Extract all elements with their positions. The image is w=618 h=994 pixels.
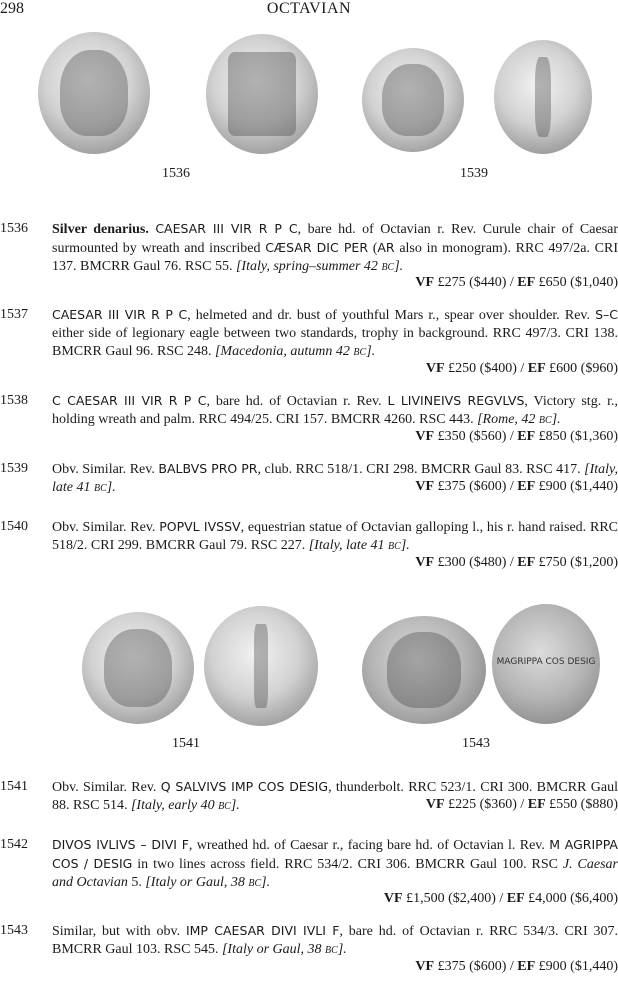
rsc-reference: J. Caesar and Octavian xyxy=(52,857,618,890)
coin-1536-reverse-image xyxy=(206,34,318,154)
place-date-close: ]. xyxy=(261,875,271,890)
description-text: , thunderbolt. RRC 523/1. CRI 300. BMCRR Gaul 88. RSC 514. xyxy=(52,780,618,813)
place-date: [Italy, early 40 xyxy=(130,798,219,813)
reverse-inscription: Q SALVIVS IMP COS DESIG xyxy=(160,779,329,794)
vf-price: £1,500 ($2,400) xyxy=(406,891,496,906)
place-date: [Rome, 42 xyxy=(477,412,539,427)
plate-caption-1539: 1539 xyxy=(460,166,488,181)
price-separator: / xyxy=(506,555,518,570)
description-text: , equestrian statue of Octavian galloping l., his r. hand raised. RRC 518/2. CRI 299. BMCRR Gaul 79. RSC 227. xyxy=(52,520,618,553)
entry-description xyxy=(52,306,618,361)
plate-caption-1543: 1543 xyxy=(462,736,490,751)
description-text: , Victory stg. r., holding wreath and palm. RRC 494/25. CRI 157. BMCRR 4260. RSC 443. xyxy=(52,394,618,427)
era: bc xyxy=(94,480,107,495)
price-separator: / xyxy=(516,797,528,812)
reverse-inscription: CÆSAR DIC PER xyxy=(265,240,369,255)
description-text: , bare hd. of Octavian r. RRC 534/3. CRI 307. BMCRR Gaul 103. RSC 545. xyxy=(52,924,618,957)
reverse-inscription: BALBVS PRO PR xyxy=(158,461,258,476)
price-line xyxy=(426,796,618,814)
entry-number: 1541 xyxy=(0,779,28,794)
entry-description xyxy=(52,392,618,429)
vf-price: £350 ($560) xyxy=(437,429,507,444)
ef-label: EF xyxy=(517,429,536,444)
description-text: also in monogram). RRC 497/2a. CRI 137. BMCRR Gaul 76. RSC 55. xyxy=(52,241,618,274)
ef-label: EF xyxy=(506,891,525,906)
catalogue-entry-1543 xyxy=(0,922,618,978)
ef-label: EF xyxy=(527,361,546,376)
coin-1541-obverse-image xyxy=(82,612,194,724)
era: bc xyxy=(325,942,338,957)
reverse-inscription: POPVL IVSSV xyxy=(159,519,241,534)
price-separator: / xyxy=(506,959,518,974)
ef-price: £750 ($1,200) xyxy=(538,555,618,570)
vf-label: VF xyxy=(415,275,435,290)
running-head: OCTAVIAN xyxy=(266,0,352,17)
page-number: 298 xyxy=(0,0,24,17)
entry-number: 1542 xyxy=(0,837,28,852)
description-text: , club. RRC 518/1. CRI 298. BMCRR Gaul 83. RSC 417. xyxy=(257,462,585,477)
coin-1541-reverse-image xyxy=(204,606,318,726)
description-text: either side of legionary eagle between two standards, trophy in background. RRC 497/3. CRI 138. BMCRR Gaul 96. RSC 248. xyxy=(52,326,618,359)
coin-1539-obverse-image xyxy=(362,48,464,152)
description-text: Obv. Similar. Rev. xyxy=(52,462,159,477)
place-date-close: ]. xyxy=(337,942,347,957)
vf-label: VF xyxy=(415,555,435,570)
description-text: in two lines across field. RRC 534/2. CRI 306. BMCRR Gaul 100. RSC xyxy=(132,857,563,872)
entry-number: 1537 xyxy=(0,307,28,322)
catalogue-entry-1539 xyxy=(0,460,618,496)
vf-price: £250 ($400) xyxy=(448,361,517,376)
description-text: ( xyxy=(368,241,378,256)
plate-caption-1541: 1541 xyxy=(172,736,200,751)
obverse-inscription: C CAESAR III VIR R P C xyxy=(52,393,207,408)
catalogue-entry-1537 xyxy=(0,306,618,376)
reverse-inscription: S–C xyxy=(595,307,618,322)
era: bc xyxy=(248,875,262,890)
price-line xyxy=(415,428,618,446)
place-date: [Italy, late 41 xyxy=(52,462,618,495)
obverse-inscription: CAESAR III VIR R P C xyxy=(52,307,188,322)
entry-description xyxy=(52,518,618,555)
place-date: [Italy or Gaul, 38 xyxy=(221,942,326,957)
entry-description xyxy=(52,220,618,276)
obverse-inscription: CAESAR III VIR R P C xyxy=(155,221,298,236)
ef-label: EF xyxy=(527,797,546,812)
place-date-close: ]. xyxy=(400,538,410,553)
place-date-close: ]. xyxy=(366,344,376,359)
ef-price: £650 ($1,040) xyxy=(538,275,618,290)
ef-label: EF xyxy=(517,275,536,290)
price-line xyxy=(415,274,618,292)
place-date-close: ]. xyxy=(551,412,561,427)
obverse-inscription: IMP CAESAR DIVI IVLI F xyxy=(185,923,340,938)
vf-label: VF xyxy=(415,429,435,444)
price-separator: / xyxy=(516,361,528,376)
entry-number: 1538 xyxy=(0,393,28,408)
era: bc xyxy=(218,798,231,813)
catalogue-entry-1542 xyxy=(0,836,618,908)
ef-price: £900 ($1,440) xyxy=(538,959,618,974)
ef-price: £600 ($960) xyxy=(549,361,618,376)
place-date-close: ]. xyxy=(106,480,116,495)
reverse-inscription: L LIVINEIVS REGVLVS xyxy=(387,393,525,408)
entry-number: 1536 xyxy=(0,221,28,236)
price-line xyxy=(415,554,618,572)
price-separator: / xyxy=(506,479,518,494)
description-text: Obv. Similar. Rev. xyxy=(52,520,160,535)
era: bc xyxy=(538,412,552,427)
price-line xyxy=(426,360,618,378)
denomination: Silver denarius. xyxy=(52,222,149,237)
vf-price: £225 ($360) xyxy=(448,797,517,812)
price-separator: / xyxy=(506,429,518,444)
vf-price: £375 ($600) xyxy=(437,479,507,494)
catalogue-entry-1541 xyxy=(0,778,618,814)
ef-label: EF xyxy=(517,479,536,494)
coin-1539-reverse-image xyxy=(494,40,592,154)
vf-price: £300 ($480) xyxy=(437,555,507,570)
price-line xyxy=(415,478,618,496)
price-line xyxy=(384,890,618,908)
place-date-close: ]. xyxy=(394,259,404,274)
coin-1536-obverse-image xyxy=(38,32,150,154)
entry-number: 1543 xyxy=(0,923,28,938)
place-date: [Macedonia, autumn 42 xyxy=(214,344,354,359)
vf-label: VF xyxy=(425,361,445,376)
entry-number: 1540 xyxy=(0,519,28,534)
place-date: [Italy, spring–summer 42 xyxy=(235,259,382,274)
entry-description xyxy=(52,836,618,892)
ef-label: EF xyxy=(517,959,536,974)
price-line xyxy=(415,958,618,976)
description-text: Obv. Similar. Rev. xyxy=(52,780,161,795)
vf-label: VF xyxy=(425,797,445,812)
ef-price: £550 ($880) xyxy=(549,797,618,812)
ef-price: £850 ($1,360) xyxy=(538,429,618,444)
vf-label: VF xyxy=(415,479,435,494)
place-date: [Italy or Gaul, 38 xyxy=(145,875,249,890)
entry-number: 1539 xyxy=(0,461,28,476)
ef-label: EF xyxy=(517,555,536,570)
vf-price: £375 ($600) xyxy=(437,959,507,974)
vf-price: £275 ($440) xyxy=(437,275,507,290)
description-text: 5. xyxy=(127,875,146,890)
era: bc xyxy=(353,344,367,359)
coin-reverse-legend: MAGRIPPA COS DESIG xyxy=(496,656,596,667)
era: bc xyxy=(381,259,395,274)
catalogue-entry-1536 xyxy=(0,220,618,290)
reverse-inscription: M AGRIPPA COS / DESIG xyxy=(52,837,618,871)
obverse-inscription: DIVOS IVLIVS – DIVI F xyxy=(52,837,189,852)
vf-label: VF xyxy=(383,891,403,906)
catalogue-entry-1540 xyxy=(0,518,618,572)
price-separator: / xyxy=(506,275,518,290)
era: bc xyxy=(388,538,401,553)
description-text: , wreathed hd. of Caesar r., facing bare hd. of Octavian l. Rev. xyxy=(188,838,550,853)
monogram: AR xyxy=(377,240,395,255)
vf-label: VF xyxy=(415,959,435,974)
description-text: , helmeted and dr. bust of youthful Mars r., spear over shoulder. Rev. xyxy=(187,308,596,323)
ef-price: £900 ($1,440) xyxy=(538,479,618,494)
description-text: , bare hd. of Octavian r. Rev. Curule chair of Caesar surmounted by wreath and inscribed xyxy=(52,222,618,256)
description-text: Similar, but with obv. xyxy=(52,924,186,939)
place-date: [Italy, late 41 xyxy=(308,538,389,553)
description-text: , bare hd. of Octavian r. Rev. xyxy=(206,394,388,409)
catalogue-entry-1538 xyxy=(0,392,618,446)
coin-1543-obverse-image xyxy=(362,616,486,724)
price-separator: / xyxy=(495,891,507,906)
place-date-close: ]. xyxy=(230,798,240,813)
ef-price: £4,000 ($6,400) xyxy=(528,891,618,906)
coin-1543-reverse-image xyxy=(492,604,600,724)
entry-description xyxy=(52,922,618,959)
plate-caption-1536: 1536 xyxy=(162,166,190,181)
